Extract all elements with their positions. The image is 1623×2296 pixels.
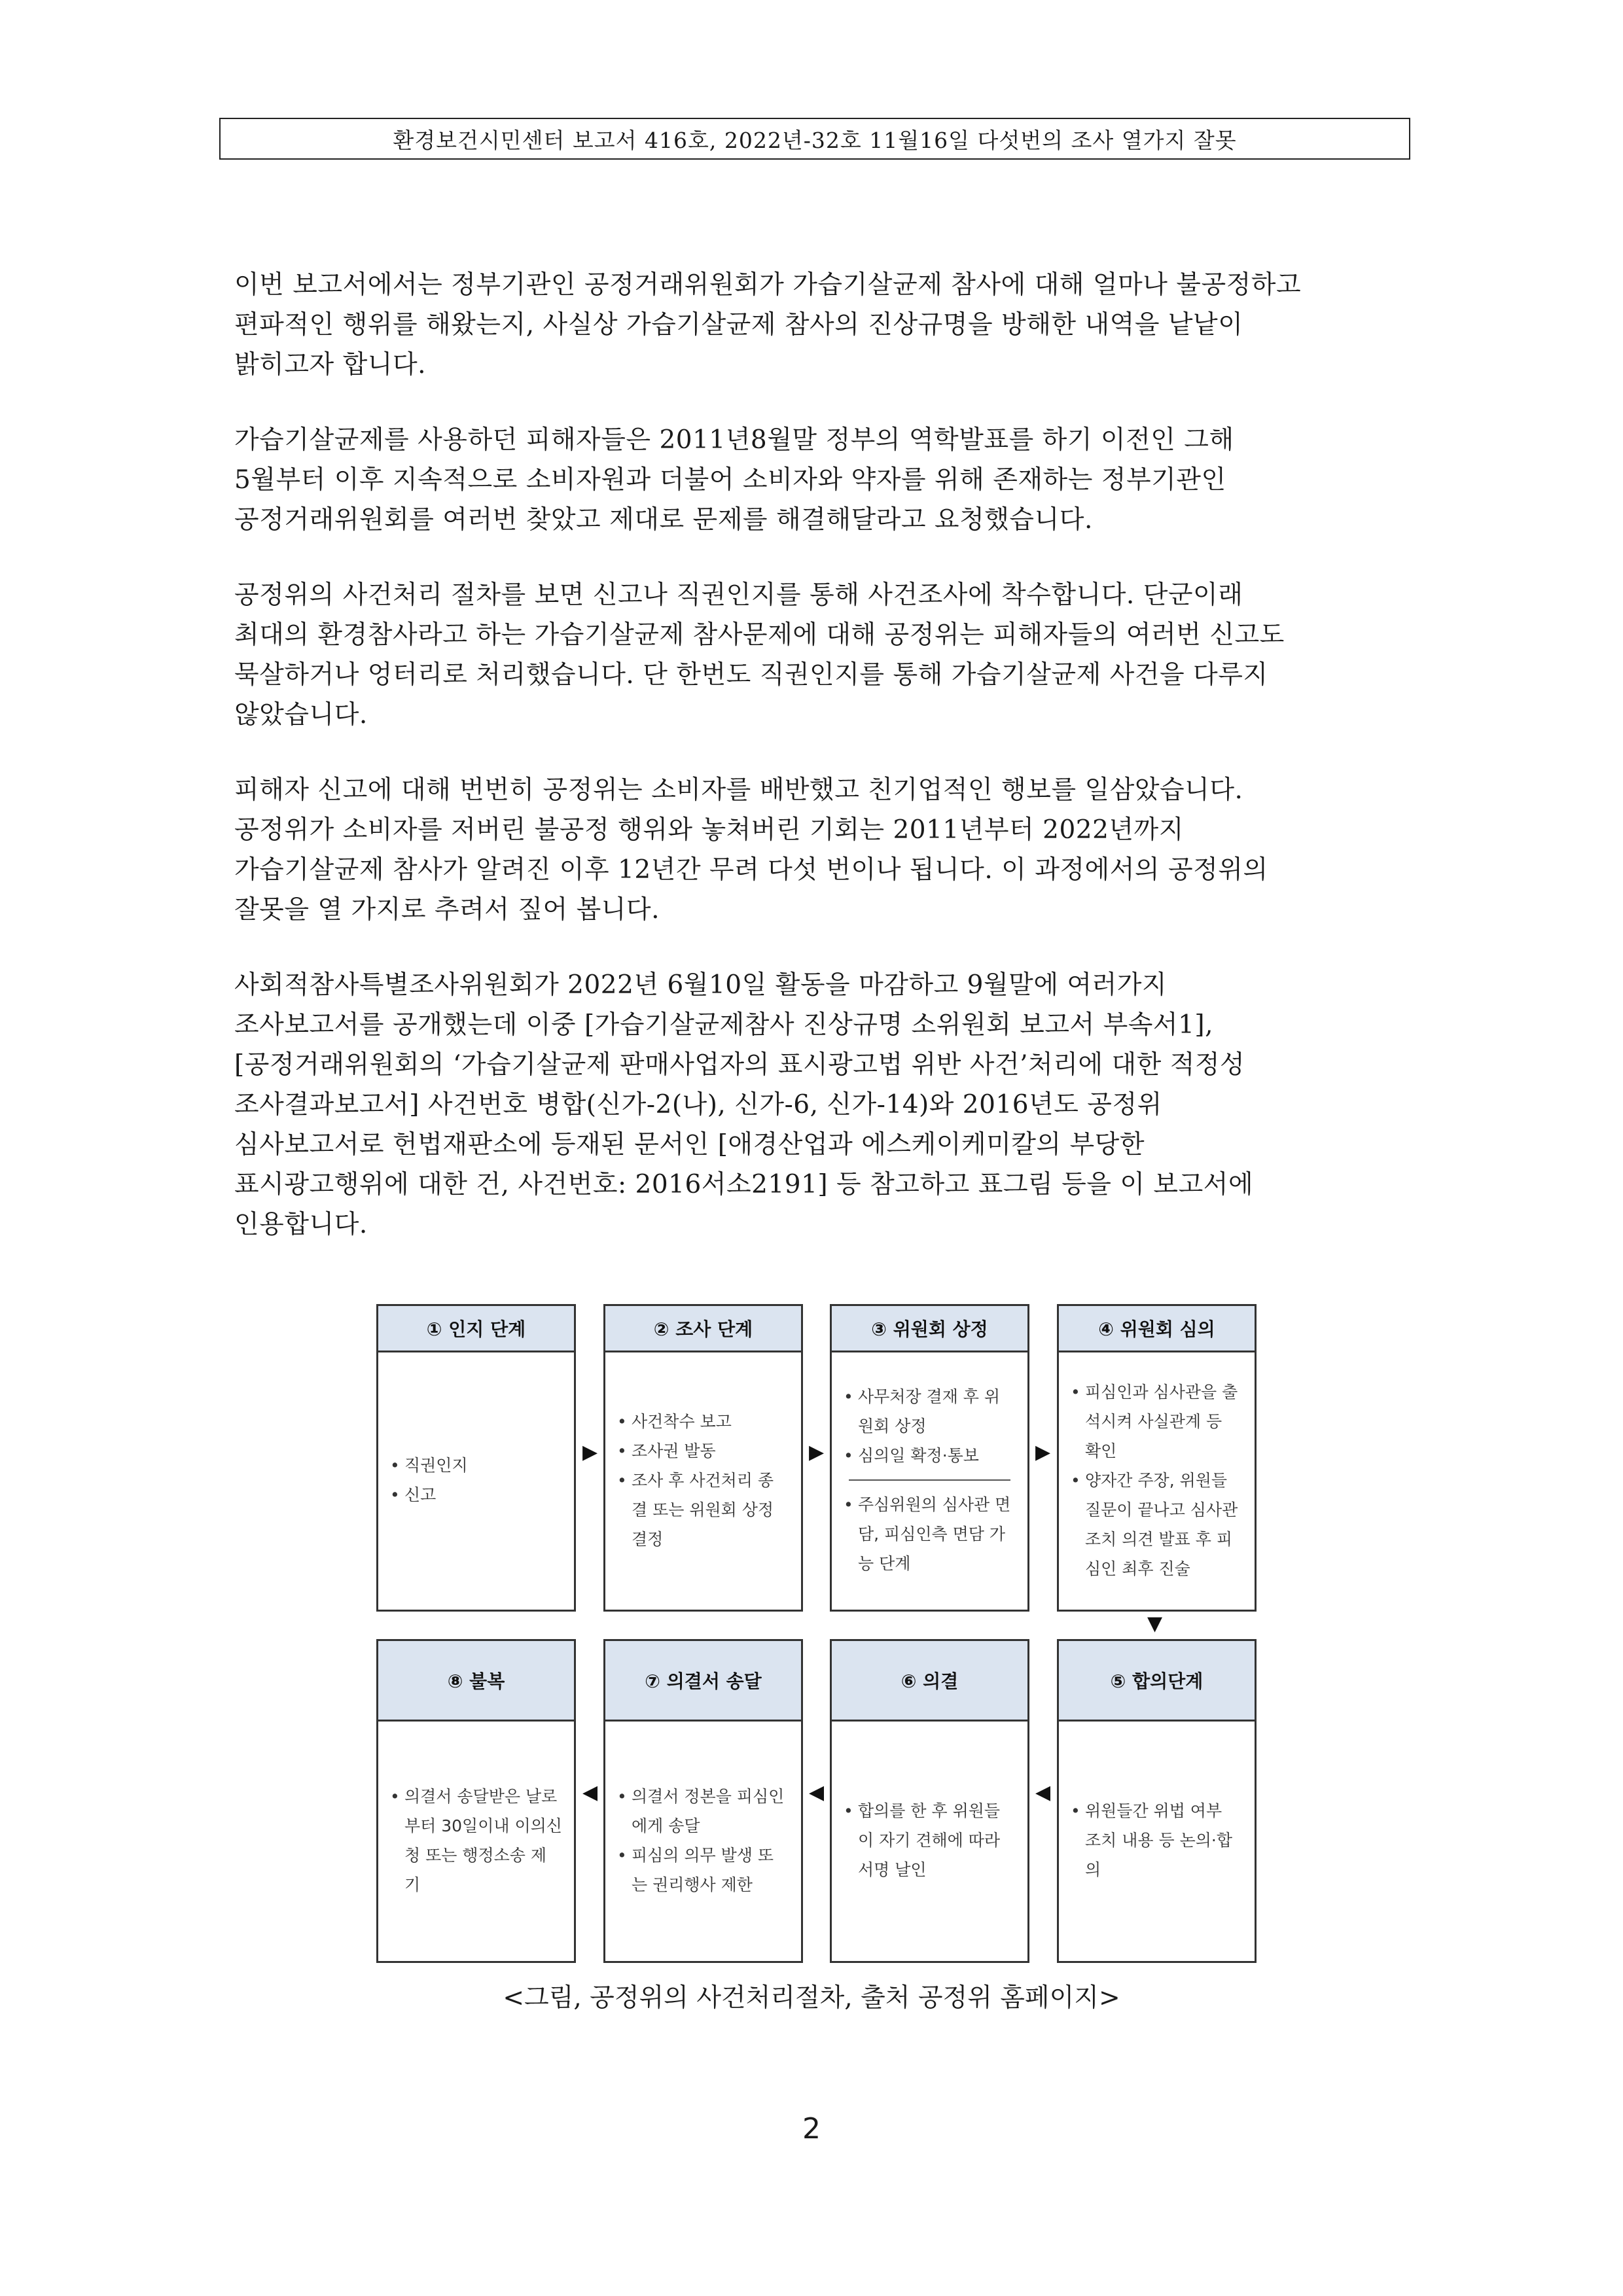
text-line: 공정위가 소비자를 저버린 불공정 행위와 놓쳐버린 기회는 2011년부터 2022년까지 — [234, 815, 1184, 845]
arrow-right-icon: ▶ — [809, 1441, 825, 1464]
text-line: 공정위의 사건처리 절차를 보면 신고나 직권인지를 통해 사건조사에 착수합니다. 단군이래 — [234, 580, 1243, 610]
stage-resolution — [830, 1639, 1029, 1963]
page-number: 2 — [802, 2112, 821, 2146]
stage-item: • 피심의 의무 발생 또는 권리행사 제한 — [617, 1841, 789, 1899]
stage-item: • 사건착수 보고 — [617, 1407, 789, 1436]
stage-title: ⑤ 합의단계 — [1059, 1641, 1255, 1722]
arrow-down-icon: ▼ — [1147, 1612, 1163, 1635]
arrow-left-icon: ◀ — [582, 1781, 598, 1804]
stage-item: • 위원들간 위법 여부 조치 내용 등 논의·합의 — [1071, 1796, 1243, 1884]
text-line: 사회적참사특별조사위원회가 2022년 6월10일 활동을 마감하고 9월말에 여러가지 — [234, 970, 1168, 1000]
text-line: 묵살하거나 엉터리로 처리했습니다. 단 한번도 직권인지를 통해 가습기살균제 사건을 다루지 — [234, 660, 1268, 690]
arrow-left-icon: ◀ — [1035, 1781, 1051, 1804]
stage-item: • 합의를 한 후 위원들이 자기 견해에 따라 서명 날인 — [844, 1796, 1016, 1884]
arrow-right-icon: ▶ — [582, 1441, 598, 1464]
text-line: 심사보고서로 헌법재판소에 등재된 문서인 [애경산업과 에스케이케미칼의 부당한 — [234, 1130, 1145, 1159]
body-text — [234, 265, 1406, 1280]
stage-decision-delivery — [603, 1639, 803, 1963]
stage-title: ④ 위원회 심의 — [1059, 1306, 1255, 1352]
stage-item: • 사무처장 결재 후 위원회 상정 — [844, 1382, 1016, 1441]
text-line: 가습기살균제 참사가 알려진 이후 12년간 무려 다섯 번이나 됩니다. 이 과정에서의 공정위의 — [234, 855, 1268, 885]
stage-title: ⑥ 의결 — [832, 1641, 1027, 1722]
paragraph-5 — [234, 965, 1406, 1245]
paragraph-2 — [234, 420, 1406, 540]
report-header: 환경보건시민센터 보고서 416호, 2022년-32호 11월16일 다섯번의 조사 열가지 잘못 — [219, 118, 1410, 160]
text-line: 가습기살균제를 사용하던 피해자들은 2011년8월말 정부의 역학발표를 하기 이전인 그해 — [234, 425, 1234, 455]
stage-appeal — [376, 1639, 576, 1963]
stage-investigation — [603, 1304, 803, 1612]
arrow-left-icon: ◀ — [809, 1781, 825, 1804]
text-line: 편파적인 행위를 해왔는지, 사실상 가습기살균제 참사의 진상규명을 방해한 내역을 낱낱이 — [234, 310, 1243, 340]
stage-title: ⑦ 의결서 송달 — [605, 1641, 801, 1722]
text-line: [공정거래위원회의 ‘가습기살균제 판매사업자의 표시광고법 위반 사건’처리에 대한 적정성 — [234, 1050, 1245, 1080]
stage-item: • 조사권 발동 — [617, 1436, 789, 1466]
stage-recognition — [376, 1304, 576, 1612]
stage-title: ② 조사 단계 — [605, 1306, 801, 1352]
text-line: 표시광고행위에 대한 건, 사건번호: 2016서소2191] 등 참고하고 표그림 등을 이 보고서에 — [234, 1170, 1254, 1199]
stage-item: • 심의일 확정·통보 — [844, 1441, 1016, 1470]
divider — [849, 1479, 1010, 1481]
stage-item: • 양자간 주장, 위원들 질문이 끝나고 심사관 조치 의견 발표 후 피심인 최후 진술 — [1071, 1466, 1243, 1583]
text-line: 최대의 환경참사라고 하는 가습기살균제 참사문제에 대해 공정위는 피해자들의 여러번 신고도 — [234, 620, 1285, 650]
text-line: 않았습니다. — [234, 700, 368, 730]
paragraph-3 — [234, 575, 1406, 735]
stage-item: • 직권인지 — [390, 1451, 562, 1480]
stage-committee-referral — [830, 1304, 1029, 1612]
text-line: 잘못을 열 가지로 추려서 짚어 봅니다. — [234, 895, 660, 925]
stage-item: • 조사 후 사건처리 종결 또는 위원회 상정 결정 — [617, 1466, 789, 1554]
text-line: 조사결과보고서] 사건번호 병합(신가-2(나), 신가-6, 신가-14)와 2016년도 공정위 — [234, 1090, 1162, 1120]
figure-caption: <그림, 공정위의 사건처리절차, 출처 공정위 홈페이지> — [503, 1983, 1120, 2013]
text-line: 인용합니다. — [234, 1210, 368, 1239]
stage-item: • 주심위원의 심사관 면담, 피심인측 면담 가능 단계 — [844, 1490, 1016, 1578]
stage-item: • 의결서 송달받은 날로부터 30일이내 이의신청 또는 행정소송 제기 — [390, 1782, 562, 1899]
stage-title: ⑧ 불복 — [378, 1641, 574, 1722]
text-line: 5월부터 이후 지속적으로 소비자원과 더불어 소비자와 약자를 위해 존재하는 정부기관인 — [234, 465, 1226, 495]
stage-title: ③ 위원회 상정 — [832, 1306, 1027, 1352]
stage-item: • 피심인과 심사관을 출석시켜 사실관계 등 확인 — [1071, 1377, 1243, 1466]
stage-item: • 의결서 정본을 피심인에게 송달 — [617, 1782, 789, 1841]
process-flow-figure — [366, 1299, 1263, 1986]
stage-consensus — [1057, 1639, 1257, 1963]
text-line: 피해자 신고에 대해 번번히 공정위는 소비자를 배반했고 친기업적인 행보를 일삼았습니다. — [234, 775, 1243, 805]
text-line: 이번 보고서에서는 정부기관인 공정거래위원회가 가습기살균제 참사에 대해 얼마나 불공정하고 — [234, 270, 1302, 300]
stage-title: ① 인지 단계 — [378, 1306, 574, 1352]
paragraph-1 — [234, 265, 1406, 385]
text-line: 밝히고자 합니다. — [234, 350, 427, 380]
text-line: 공정거래위원회를 여러번 찾았고 제대로 문제를 해결해달라고 요청했습니다. — [234, 505, 1093, 535]
stage-item: • 신고 — [390, 1480, 562, 1510]
stage-committee-review — [1057, 1304, 1257, 1612]
paragraph-4 — [234, 770, 1406, 930]
arrow-right-icon: ▶ — [1035, 1441, 1051, 1464]
text-line: 조사보고서를 공개했는데 이중 [가습기살균제참사 진상규명 소위원회 보고서 부속서1], — [234, 1010, 1214, 1040]
